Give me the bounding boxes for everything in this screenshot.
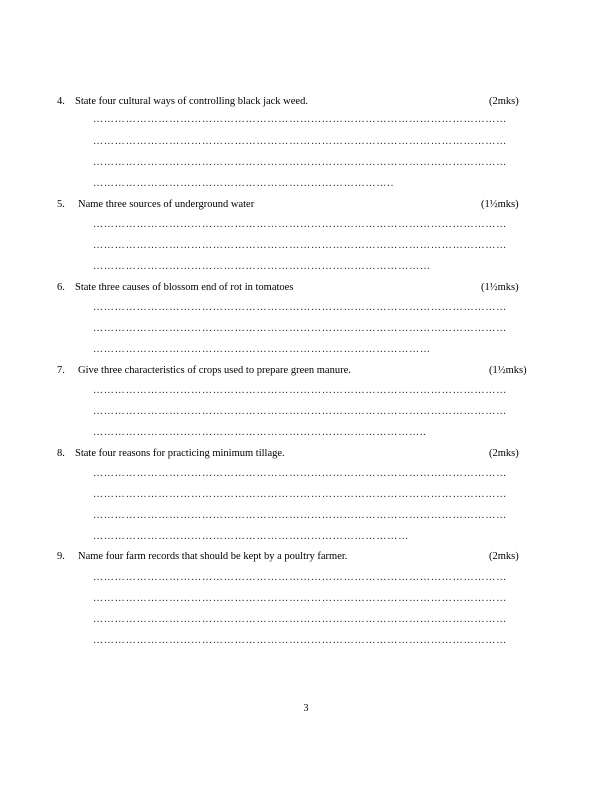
answer-line[interactable]: …………………………………………………………………………………………………… xyxy=(93,302,508,313)
answer-line[interactable]: …………………………………………………………………………… xyxy=(93,531,410,542)
question-9 xyxy=(0,550,612,564)
answer-line[interactable]: …………………………………………………………………………………………………… xyxy=(93,385,508,396)
answer-line[interactable]: …………………………………………………………………………………………………… xyxy=(93,635,508,646)
question-number: 5. xyxy=(57,199,65,210)
answer-line[interactable]: …………………………………………………………………………………………………… xyxy=(93,240,508,251)
answer-line[interactable]: …………………………………………………………………………………………………… xyxy=(93,406,508,417)
question-text: State four reasons for practicing minimum tillage. xyxy=(75,448,285,459)
question-marks: (2mks) xyxy=(489,96,519,107)
question-marks: (2mks) xyxy=(489,551,519,562)
answer-line[interactable]: …………………………………………………………………………………………………… xyxy=(93,114,508,125)
question-number: 9. xyxy=(57,551,65,562)
question-text: State four cultural ways of controlling black jack weed. xyxy=(75,96,308,107)
question-marks: (1½mks) xyxy=(489,365,527,376)
question-text: Name four farm records that should be kept by a poultry farmer. xyxy=(78,551,348,562)
question-marks: (1½mks) xyxy=(481,199,519,210)
question-number: 6. xyxy=(57,282,65,293)
answer-line[interactable]: …………………………………………………………………………………………………… xyxy=(93,572,508,583)
question-text: Give three characteristics of crops used to prepare green manure. xyxy=(78,365,351,376)
answer-line[interactable]: …………………………………………………………………………………………………… xyxy=(93,468,508,479)
page-number: 3 xyxy=(303,703,309,714)
question-number: 4. xyxy=(57,96,65,107)
answer-line[interactable]: ………………………………………………………………………………… xyxy=(93,344,431,355)
answer-line[interactable]: ……………………………………………………………………………….. xyxy=(93,427,427,438)
question-number: 8. xyxy=(57,448,65,459)
answer-line[interactable]: ……………………………………………………………………….. xyxy=(93,178,395,189)
answer-line[interactable]: …………………………………………………………………………………………………… xyxy=(93,614,508,625)
question-4 xyxy=(0,95,612,109)
answer-line[interactable]: …………………………………………………………………………………………………… xyxy=(93,323,508,334)
question-text: Name three sources of underground water xyxy=(78,199,255,210)
question-6 xyxy=(0,281,612,295)
answer-line[interactable]: …………………………………………………………………………………………………… xyxy=(93,489,508,500)
question-marks: (2mks) xyxy=(489,448,519,459)
question-number: 7. xyxy=(57,365,65,376)
answer-line[interactable]: …………………………………………………………………………………………………… xyxy=(93,510,508,521)
question-7 xyxy=(0,364,612,378)
question-marks: (1½mks) xyxy=(481,282,519,293)
answer-line[interactable]: …………………………………………………………………………………………………… xyxy=(93,593,508,604)
question-8 xyxy=(0,447,612,461)
answer-line[interactable]: …………………………………………………………………………………………………… xyxy=(93,136,508,147)
question-5 xyxy=(0,198,612,212)
answer-line[interactable]: …………………………………………………………………………………………………… xyxy=(93,157,508,168)
question-text: State three causes of blossom end of rot in tomatoes xyxy=(75,282,294,293)
answer-line[interactable]: …………………………………………………………………………………………………… xyxy=(93,219,508,230)
answer-line[interactable]: ………………………………………………………………………………… xyxy=(93,261,431,272)
